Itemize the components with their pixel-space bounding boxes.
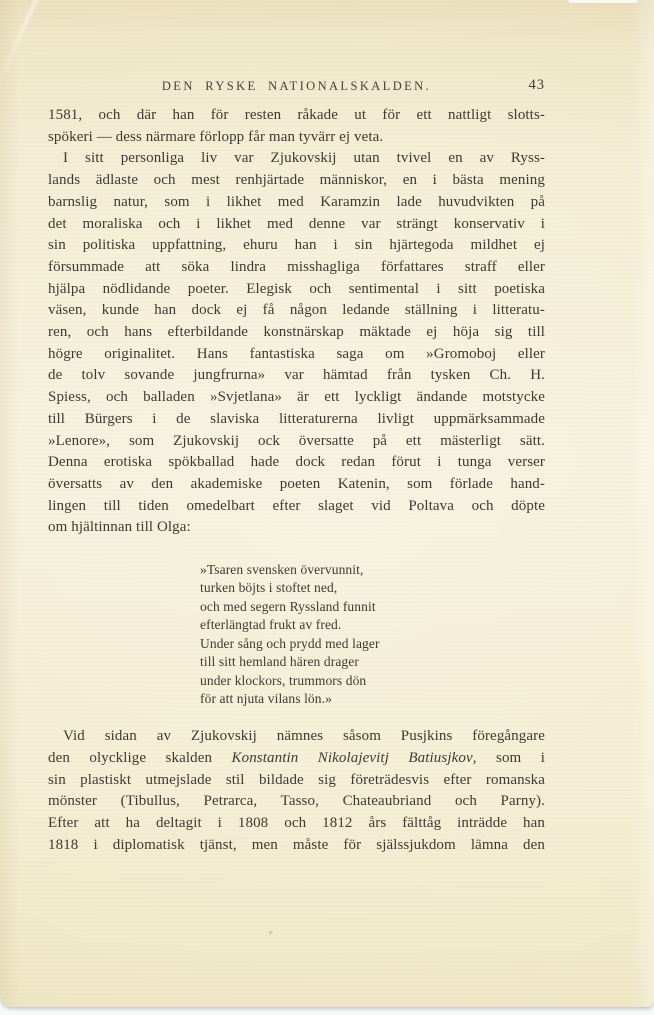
- text-line: högre originalitet. Hans fantastiska saga om »Gromoboj eller: [48, 345, 545, 362]
- text-segment: den olycklige skalden: [48, 750, 232, 767]
- text-line: Vid sidan av Zjukovskij nämnes såsom Pusjkins föregångare: [63, 728, 545, 745]
- text-line: Efter att ha deltagit i 1808 och 1812 års fälttåg inträdde han: [48, 815, 545, 832]
- text-line: för att njuta vilans lön.»: [200, 690, 332, 706]
- text-line: sin plastiskt utmejslade stil bildade sig företrädesvis efter romanska: [48, 771, 545, 788]
- text-line: de tolv sovande jungfrurna» var hämtad från tysken Ch. H.: [48, 367, 545, 384]
- running-header-title: DEN RYSKE NATIONALSKALDEN.: [161, 79, 432, 93]
- paragraph-batiusjkov: [48, 726, 545, 856]
- text-line: hjälpa nödlidande poeter. Elegisk och sentimental i sitt poetiska: [48, 280, 545, 297]
- text-line: det moraliska och i likhet med denne var strängt konservativ i: [48, 215, 545, 232]
- text-segment: , som i: [472, 750, 546, 767]
- text-line: »Tsaren svensken övervunnit,: [200, 562, 364, 578]
- text-line: Denna erotiska spökballad hade dock redan förut i tunga verser: [48, 454, 545, 471]
- text-line: 1581, och där han för resten råkade ut för ett nattligt slotts-: [48, 107, 545, 123]
- paragraph-zjukovskij: [48, 148, 545, 539]
- text-line: till sitt hemland hären drager: [200, 654, 359, 670]
- text-line: turken böjts i stoftet ned,: [200, 580, 338, 596]
- text-line: spökeri — dess närmare förlopp får man tyvärr ej veta.: [48, 128, 384, 145]
- running-header: [48, 78, 545, 94]
- text-line: under klockors, trummors dön: [200, 672, 367, 688]
- text-line: efterlängtad frukt av fred.: [200, 617, 342, 633]
- text-line: ren, och hans efterbildande konstnärskap mäktade ej höja sig till: [48, 324, 545, 341]
- text-line: och med segern Ryssland funnit: [200, 598, 376, 614]
- italic-text: Konstantin Nikolajevitj Batiusjkov: [231, 750, 473, 767]
- text-line: I sitt personliga liv var Zjukovskij utan tvivel en av Ryss-: [63, 150, 545, 167]
- text-line: 1818 i diplomatisk tjänst, men måste för själssjukdom lämna den: [48, 836, 545, 853]
- paragraph-continuation: [48, 105, 545, 148]
- text-line: lands ädlaste och mest renhjärtade människor, en i bästa mening: [48, 172, 545, 189]
- text-line: till Bürgers i de slaviska litteraturerna livligt uppmärksammade: [48, 410, 545, 427]
- text-line: försummade att söka lindra misshagliga författares straff eller: [48, 258, 545, 275]
- text-line: »Lenore», som Zjukovskij ock översatte på ett mästerligt sätt.: [48, 432, 545, 449]
- text-line: [48, 748, 545, 770]
- page-text-body: [48, 105, 545, 857]
- text-line: väsen, kunde han dock ej få någon ledande ställning i litteratu-: [48, 302, 545, 319]
- poem-verse: [200, 561, 545, 708]
- text-line: lingen till tiden omedelbart efter slaget vid Poltava och döpte: [48, 497, 545, 514]
- text-line: översatts av den akademiske poeten Katenin, som förlade hand-: [48, 475, 545, 492]
- text-line: Spiess, och balladen »Svjetlana» är ett lyckligt ändande motstycke: [48, 389, 545, 406]
- scan-edge-sliver: [568, 0, 638, 3]
- scan-speck: +: [268, 928, 274, 938]
- text-line: om hjältinnan till Olga:: [48, 519, 191, 536]
- text-line: barnslig natur, som i likhet med Karamzin lade huvudvikten på: [48, 193, 545, 210]
- text-line: mönster (Tibullus, Petrarca, Tasso, Chateaubriand och Parny).: [48, 793, 545, 810]
- text-line: Under sång och prydd med lager: [200, 635, 380, 651]
- page-number: 43: [528, 77, 545, 93]
- text-line: sin politiska uppfattning, ehuru han i sin hjärtegoda mildhet ej: [48, 237, 545, 254]
